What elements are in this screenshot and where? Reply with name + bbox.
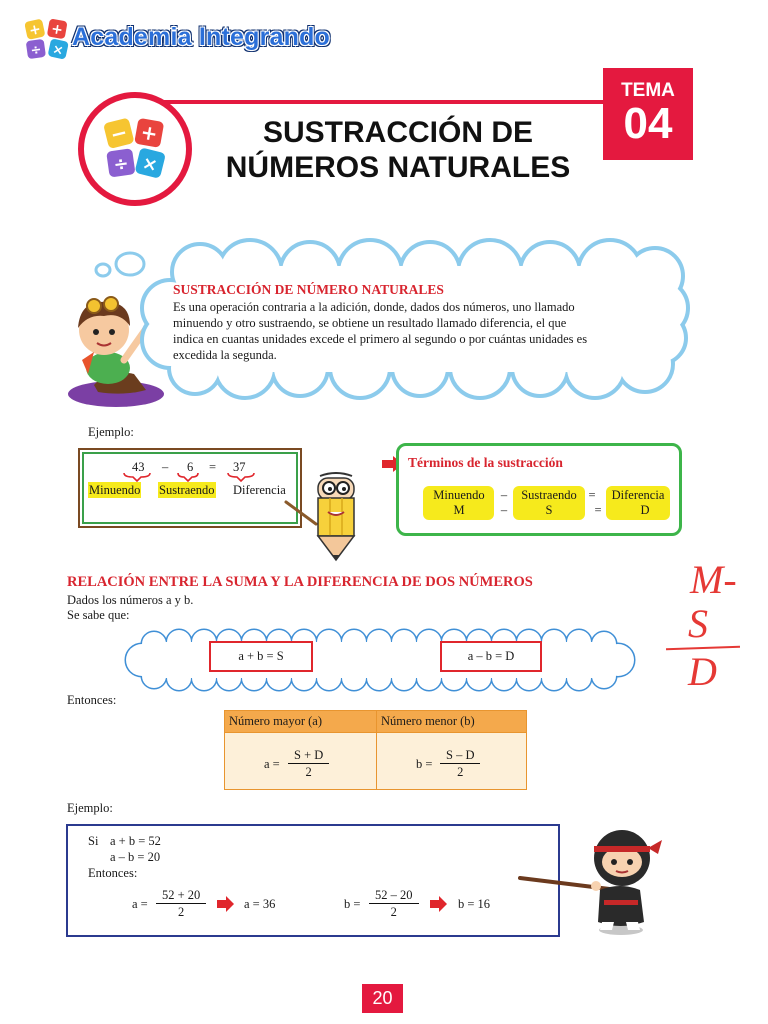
svg-text:÷: ÷	[29, 42, 43, 59]
math-logo-icon	[24, 18, 72, 60]
then-label: Entonces:	[67, 693, 117, 707]
formula-table	[224, 710, 527, 790]
terms-minus: –	[500, 488, 508, 502]
formula-b-numerator: S – D	[440, 748, 480, 764]
handwritten-m: M-	[690, 557, 737, 602]
example-2-b-result: b = 16	[458, 897, 491, 911]
formula-b-lhs: b =	[416, 757, 433, 771]
tema-number: 04	[623, 99, 673, 148]
brand-name: Academia Integrando	[72, 23, 331, 51]
title-circle	[76, 90, 194, 208]
difference-equation-box: a – b = D	[440, 641, 542, 672]
terms-equals: =	[594, 503, 602, 517]
example-1-equals: =	[209, 460, 217, 474]
svg-text:−: −	[107, 119, 130, 147]
formula-a-denominator: 2	[305, 765, 312, 779]
example-1-label: Ejemplo:	[88, 425, 134, 439]
formula-b-denominator: 2	[457, 765, 464, 779]
handwritten-s: S	[688, 601, 708, 646]
relation-line-2: Se sabe que:	[67, 608, 130, 622]
ninja-character-illustration	[516, 826, 668, 938]
example-2-a-result: a = 36	[244, 897, 276, 911]
svg-text:+: +	[138, 119, 160, 147]
terms-minuend: Minuendo	[433, 488, 485, 502]
terms-symbol-d: D	[640, 503, 650, 517]
example-2-b-denominator: 2	[390, 905, 397, 919]
example-2-eq2: a – b = 20	[110, 850, 161, 864]
formula-a-numerator: S + D	[288, 748, 329, 764]
terms-subtrahend: Sustraendo	[521, 488, 577, 502]
example-2-eq1: a + b = 52	[110, 834, 161, 848]
definition-heading: SUSTRACCIÓN DE NÚMERO NATURALES	[173, 282, 444, 297]
page-number: 20	[362, 984, 403, 1013]
example-2-a-numerator: 52 + 20	[156, 888, 206, 904]
red-arrow-icon	[430, 896, 448, 912]
definition-line: indica en cuantas unidades excede el primero al segundo o por cuántas unidades es	[173, 332, 588, 346]
page-title-line-1: SUSTRACCIÓN DE	[262, 116, 533, 149]
formula-a-lhs: a =	[264, 757, 280, 771]
example-2-si: Si	[88, 834, 99, 848]
tema-label: TEMA	[621, 80, 675, 101]
definition-line: Es una operación contraria a la adición, donde, dados dos números, uno llamado	[173, 300, 575, 314]
terms-symbol-s: S	[545, 503, 553, 517]
relation-line-1: Dados los números a y b.	[67, 593, 194, 607]
sum-equation-box: a + b = S	[209, 641, 313, 672]
handwritten-d: D	[688, 649, 717, 694]
example-2-label: Ejemplo:	[67, 801, 113, 815]
table-header-major: Número mayor (a)	[225, 711, 377, 733]
example-1-subtrahend: 6	[187, 460, 194, 474]
svg-text:÷: ÷	[112, 152, 130, 176]
svg-text:+: +	[49, 20, 65, 39]
term-subtrahend-label: Sustraendo	[159, 483, 215, 497]
example-2-a-fraction	[156, 888, 206, 920]
example-1-difference: 37	[233, 460, 246, 474]
definition-line: minuendo y otro sustraendo, se obtiene un resultado llamado diferencia, el que	[173, 316, 567, 330]
svg-text:+: +	[27, 21, 43, 40]
title-rule	[160, 100, 605, 104]
formula-b-fraction	[440, 748, 480, 780]
svg-text:×: ×	[140, 152, 160, 177]
example-2-a-lhs: a =	[132, 897, 148, 911]
tema-tab	[603, 68, 693, 160]
page-title-line-2: NÚMEROS NATURALES	[225, 151, 571, 184]
example-2-b-lhs: b =	[344, 897, 361, 911]
example-2-a-denominator: 2	[178, 905, 185, 919]
example-1-minuend: 43	[132, 460, 145, 474]
relation-cloud	[122, 624, 638, 696]
terms-difference: Diferencia	[611, 488, 665, 502]
term-difference-label: Diferencia	[233, 483, 286, 497]
formula-a-fraction	[288, 748, 329, 780]
relation-heading: RELACIÓN ENTRE LA SUMA Y LA DIFERENCIA DE DOS NÚMEROS	[67, 574, 533, 590]
pencil-character-illustration	[280, 472, 368, 564]
terms-symbol-m: M	[453, 503, 465, 517]
definition-line: excedida la segunda.	[173, 348, 277, 362]
term-minuend-label: Minuendo	[89, 483, 141, 497]
table-header-minor: Número menor (b)	[377, 711, 527, 733]
example-2-then: Entonces:	[88, 866, 138, 880]
example-2-b-fraction	[369, 888, 419, 920]
terms-equals: =	[588, 488, 596, 502]
example-1-minus: –	[162, 460, 169, 474]
terms-minus: –	[500, 503, 508, 517]
red-arrow-icon	[217, 896, 235, 912]
terms-heading: Términos de la sustracción	[408, 455, 563, 470]
example-2-b-numerator: 52 – 20	[369, 888, 419, 904]
svg-text:×: ×	[51, 42, 65, 59]
